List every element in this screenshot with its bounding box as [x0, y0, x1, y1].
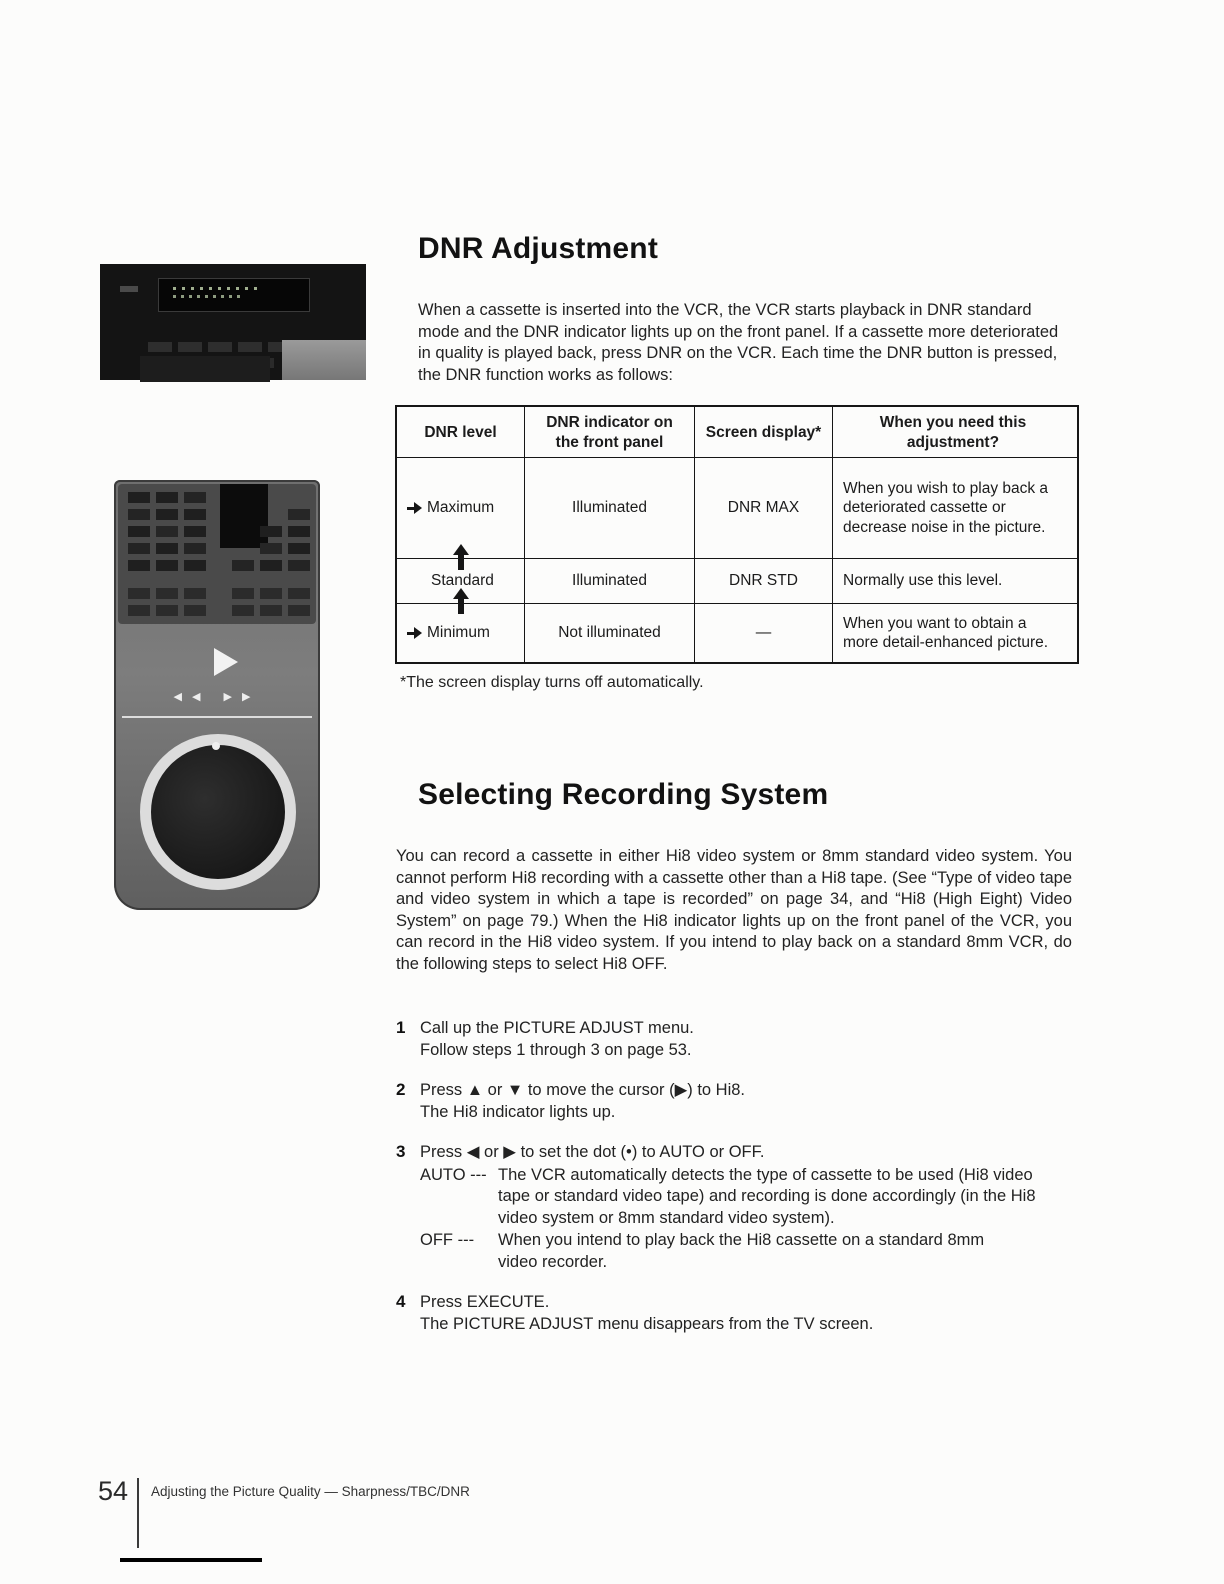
display-cell: DNR STD [695, 559, 833, 603]
page-number: 54 [98, 1476, 129, 1506]
step-number: 4 [396, 1292, 406, 1311]
play-icon [214, 648, 238, 676]
need-cell: When you want to obtain a more detail-enhanced picture. [843, 614, 1049, 651]
remote-display-block [220, 484, 268, 548]
level-label: Minimum [427, 624, 490, 642]
section-title-selecting-recording-system: Selecting Recording System [418, 778, 829, 811]
arrow-right-icon [407, 627, 422, 639]
remote-jog-dial [140, 734, 296, 890]
vcr-button-row [148, 342, 172, 352]
remote-upper-section [118, 484, 316, 624]
vcr-front-panel-image [100, 264, 366, 380]
subitem-text: When you intend to play back the Hi8 cassette on a standard 8mm video recorder. [498, 1231, 985, 1271]
header-dnr-indicator: DNR indicator on the front panel [525, 407, 695, 458]
remote-control-image [114, 480, 320, 910]
step-text: The Hi8 indicator lights up. [420, 1102, 616, 1121]
level-cell-maximum [397, 458, 525, 558]
recording-intro-paragraph: You can record a cassette in either Hi8 video system or 8mm standard video system. You cannot perform Hi8 recording with a cassette other than a Hi8 tape. (See “Type of video tape and video system in which a tape is recorded” on page 34, and “Hi8 (High Eight) Video System” on page 79.) When the Hi8 indicator lights up on the front panel of the VCR, you can record in the Hi8 video system. If you intend to play back on a standard 8mm VCR, do the following steps to select Hi8 OFF. [396, 847, 1072, 973]
need-cell: Normally use this level. [843, 572, 1003, 590]
display-cell: — [695, 604, 833, 662]
display-cell: DNR MAX [695, 458, 833, 558]
need-cell: When you wish to play back a deteriorated cassette or decrease noise in the picture. [843, 479, 1049, 536]
arrow-right-icon [407, 502, 422, 514]
dnr-table [395, 405, 1079, 664]
indicator-cell: Not illuminated [525, 604, 695, 662]
subitem-text: The VCR automatically detects the type of cassette to be used (Hi8 video tape or standard video tape) and recording is done accordingly (in the Hi8 video system or 8mm standard video system). [498, 1165, 1036, 1227]
dnr-intro-paragraph: When a cassette is inserted into the VCR, the VCR starts playback in DNR standard mode and the DNR indicator lights up on the front panel. If a cassette more deteriorated in quality is played back, press DNR on the VCR. Each time the DNR button is pressed, the DNR function works as follows: [418, 301, 1059, 384]
step-text: The PICTURE ADJUST menu disappears from the TV screen. [420, 1314, 874, 1333]
step-text: Press ◀ or ▶ to set the dot (•) to AUTO or OFF. [420, 1143, 765, 1161]
section-title-dnr-adjustment: DNR Adjustment [418, 232, 659, 265]
step-number: 2 [396, 1080, 406, 1099]
step-2 [396, 1080, 1076, 1123]
subitem-label: OFF --- [420, 1231, 475, 1249]
subitem-label: AUTO --- [420, 1165, 487, 1184]
step-number: 1 [396, 1018, 406, 1037]
dnr-table-header-row [397, 407, 1077, 458]
header-screen-display: Screen display* [695, 407, 833, 458]
level-label: Maximum [427, 499, 495, 517]
header-dnr-level: DNR level [397, 407, 525, 458]
arrow-up-icon [453, 544, 469, 570]
table-row [397, 559, 1077, 604]
footer-divider [137, 1478, 139, 1548]
remote-dial-marker [212, 742, 220, 750]
indicator-cell: Illuminated [525, 559, 695, 603]
table-footnote: *The screen display turns off automatically. [400, 674, 704, 691]
step-subitem-off [420, 1230, 1060, 1273]
registration-mark [120, 1558, 262, 1562]
table-row [397, 458, 1077, 559]
step-text: Call up the PICTURE ADJUST menu. [420, 1019, 694, 1037]
remote-divider-line [122, 716, 312, 718]
remote-button-grid [128, 492, 150, 503]
step-4 [396, 1292, 1076, 1335]
level-cell-standard: Standard [397, 559, 525, 603]
vcr-display-window [158, 278, 310, 312]
step-3 [396, 1142, 1076, 1273]
vcr-indicator-lamp [120, 286, 138, 292]
step-1 [396, 1018, 1076, 1061]
vcr-front-flap [140, 356, 270, 382]
step-text: Press EXECUTE. [420, 1293, 550, 1311]
table-row [397, 604, 1077, 662]
rewind-fastforward-icons: ◀◀ ▶▶ [173, 691, 261, 703]
vcr-side-panel [282, 340, 366, 380]
step-text: Press ▲ or ▼ to move the cursor (▶) to Hi8. [420, 1081, 746, 1099]
step-text: Follow steps 1 through 3 on page 53. [420, 1040, 692, 1059]
step-subitem-auto [420, 1165, 1060, 1230]
arrow-up-icon [453, 588, 469, 614]
step-number: 3 [396, 1142, 406, 1161]
indicator-cell: Illuminated [525, 458, 695, 558]
header-when-needed: When you need this adjustment? [879, 414, 1027, 451]
footer-chapter-title: Adjusting the Picture Quality — Sharpness/TBC/DNR [151, 1484, 470, 1499]
